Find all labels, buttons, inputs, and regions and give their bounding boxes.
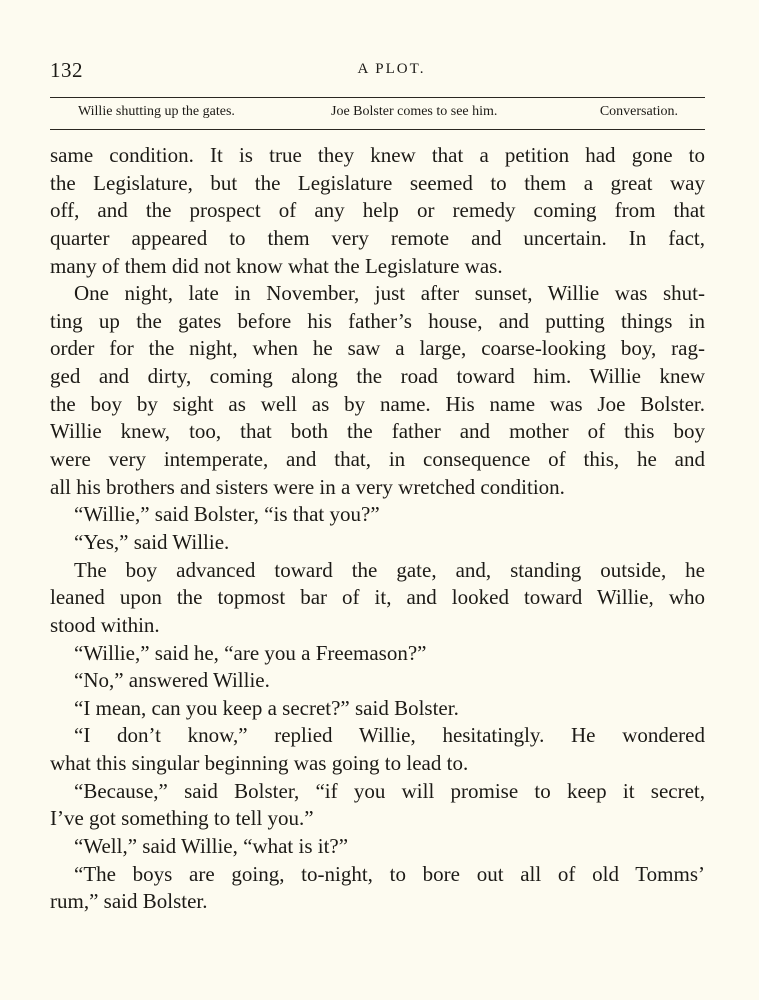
text-line: same condition. It is true they knew that a petition had gone to (50, 143, 705, 167)
text-line: ged and dirty, coming along the road toward him. Willie knew (50, 364, 705, 389)
section-subheads (78, 104, 678, 124)
text-line: what this singular beginning was going to lead to. (50, 751, 469, 776)
text-line: “I don’t know,” replied Willie, hesitatingly. He wondered (74, 723, 705, 748)
text-line: “Because,” said Bolster, “if you will promise to keep it secret, (74, 778, 705, 803)
text-line: all his brothers and sisters were in a very wretched condition. (50, 474, 565, 499)
text-line: The boy advanced toward the gate, and, standing outside, he (74, 557, 705, 582)
text-line: Willie knew, too, that both the father and mother of this boy (50, 419, 705, 444)
text-line: order for the night, when he saw a large, coarse-looking boy, rag- (50, 336, 705, 361)
text-line: “Willie,” said Bolster, “is that you?” (74, 502, 380, 527)
text-line: ting up the gates before his father’s house, and putting things in (50, 308, 705, 333)
text-line: “Willie,” said he, “are you a Freemason?” (74, 640, 427, 665)
text-line: “No,” answered Willie. (74, 668, 270, 693)
text-line: rum,” said Bolster. (50, 889, 208, 914)
text-line: “I mean, can you keep a secret?” said Bolster. (74, 695, 459, 720)
text-line: One night, late in November, just after sunset, Willie was shut- (74, 281, 705, 306)
page-number: 132 (50, 58, 83, 82)
header-rule-top (50, 97, 705, 98)
text-line: “Well,” said Willie, “what is it?” (74, 834, 349, 859)
text-line: off, and the prospect of any help or remedy coming from that (50, 198, 705, 223)
subhead-left: Willie shutting up the gates. (78, 104, 235, 119)
subhead-right: Conversation. (599, 104, 678, 119)
text-line: the Legislature, but the Legislature seemed to them a great way (50, 170, 705, 195)
header-rule-bottom (50, 129, 705, 130)
text-line: leaned upon the topmost bar of it, and looked toward Willie, who (50, 585, 705, 610)
page-header (50, 58, 705, 84)
subhead-middle: Joe Bolster comes to see him. (331, 104, 498, 119)
body-text (50, 142, 705, 916)
text-line: stood within. (50, 612, 160, 637)
text-line: quarter appeared to them very remote and uncertain. In fact, (50, 225, 705, 250)
text-line: the boy by sight as well as by name. His name was Joe Bolster. (50, 391, 705, 416)
text-line: “The boys are going, to-night, to bore out all of old Tomms’ (74, 861, 705, 886)
text-line: many of them did not know what the Legislature was. (50, 253, 503, 278)
running-title: A PLOT. (357, 61, 426, 77)
text-line: I’ve got something to tell you.” (50, 806, 314, 831)
text-line: were very intemperate, and that, in consequence of this, he and (50, 447, 705, 472)
text-line: “Yes,” said Willie. (74, 529, 230, 554)
